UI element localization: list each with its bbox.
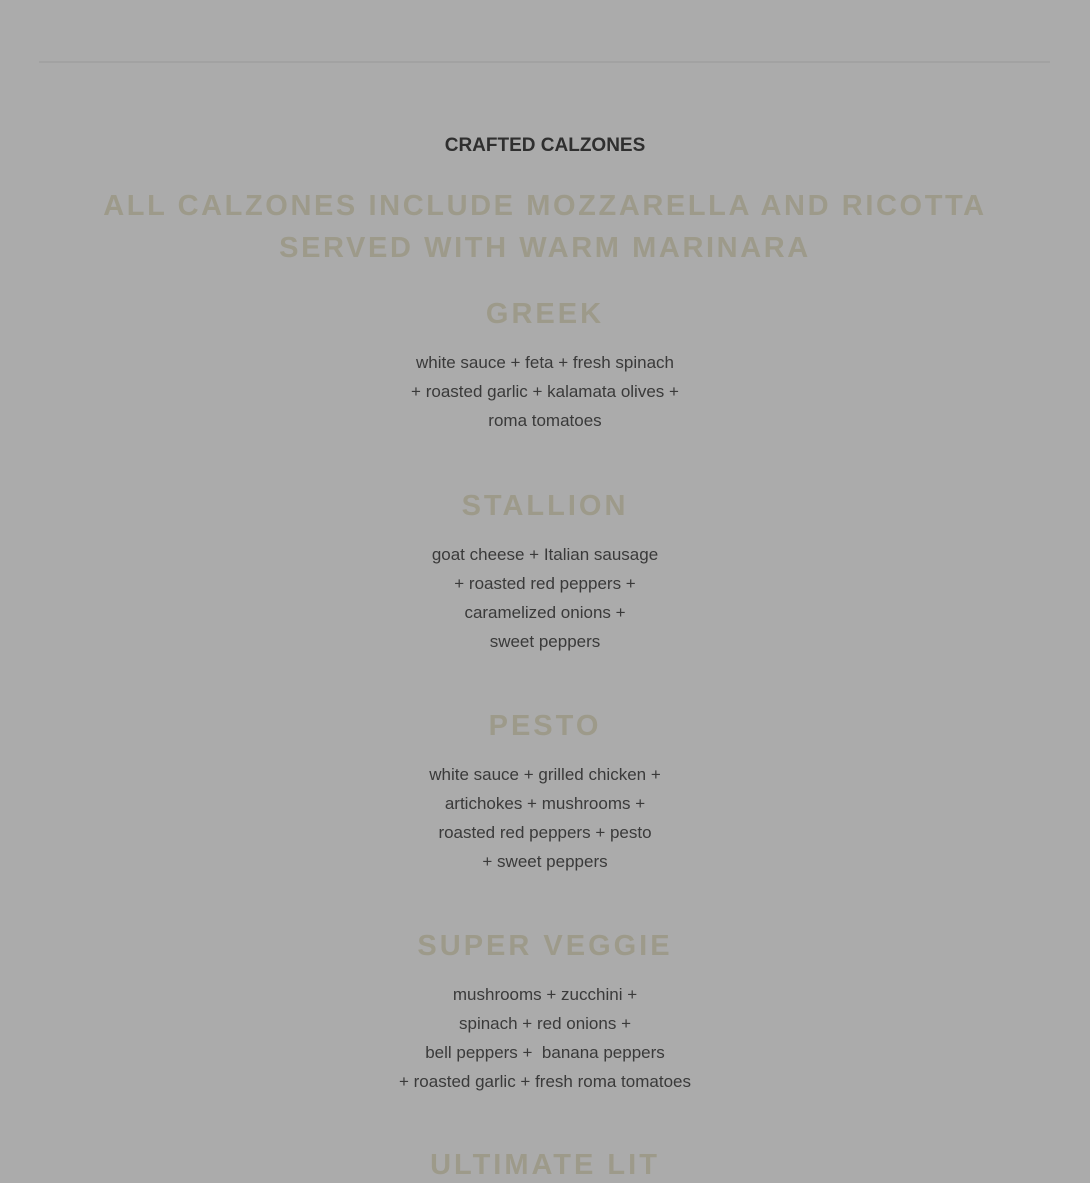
description-line: roasted red peppers + pesto (438, 823, 652, 842)
menu-item-ultimate-lit (0, 1147, 1090, 1183)
menu-item-description (0, 540, 1090, 656)
description-line: white sauce + grilled chicken + (429, 765, 661, 784)
menu-item-stallion (0, 488, 1090, 656)
section-title: CRAFTED CALZONES (444, 135, 646, 156)
description-line: spinach + red onions + (458, 1014, 631, 1033)
description-line: + roasted garlic + kalamata olives + (411, 382, 679, 401)
menu-item-description (0, 980, 1090, 1096)
menu-item-name: ULTIMATE LIT (430, 1149, 660, 1181)
description-line: roma tomatoes (488, 411, 602, 430)
section-divider (39, 61, 1050, 63)
menu-item-description (0, 348, 1090, 435)
menu-item-pesto (0, 708, 1090, 876)
menu-item-name: SUPER VEGGIE (417, 930, 673, 962)
menu-item-super-veggie (0, 928, 1090, 1096)
menu-item-description (0, 760, 1090, 876)
description-line: + roasted red peppers + (454, 574, 636, 593)
description-line: caramelized onions + (464, 603, 626, 622)
description-line: mushrooms + zucchini + (452, 985, 638, 1004)
description-line: sweet peppers (489, 632, 601, 651)
menu-item-name: PESTO (488, 710, 602, 742)
description-line: artichokes + mushrooms + (444, 794, 646, 813)
section-subtitle: ALL CALZONES INCLUDE MOZZARELLA AND RICOTTA SERVED WITH WARM MARINARA (103, 190, 987, 264)
menu-item-name: GREEK (485, 298, 605, 330)
menu-item-greek (0, 296, 1090, 435)
description-line: + roasted garlic + fresh roma tomatoes (399, 1072, 691, 1091)
description-line: white sauce + feta + fresh spinach (416, 353, 674, 372)
description-line: bell peppers + banana peppers (425, 1043, 665, 1062)
menu-item-name: STALLION (461, 490, 629, 522)
description-line: + sweet peppers (482, 852, 608, 871)
description-line: goat cheese + Italian sausage (431, 545, 659, 564)
